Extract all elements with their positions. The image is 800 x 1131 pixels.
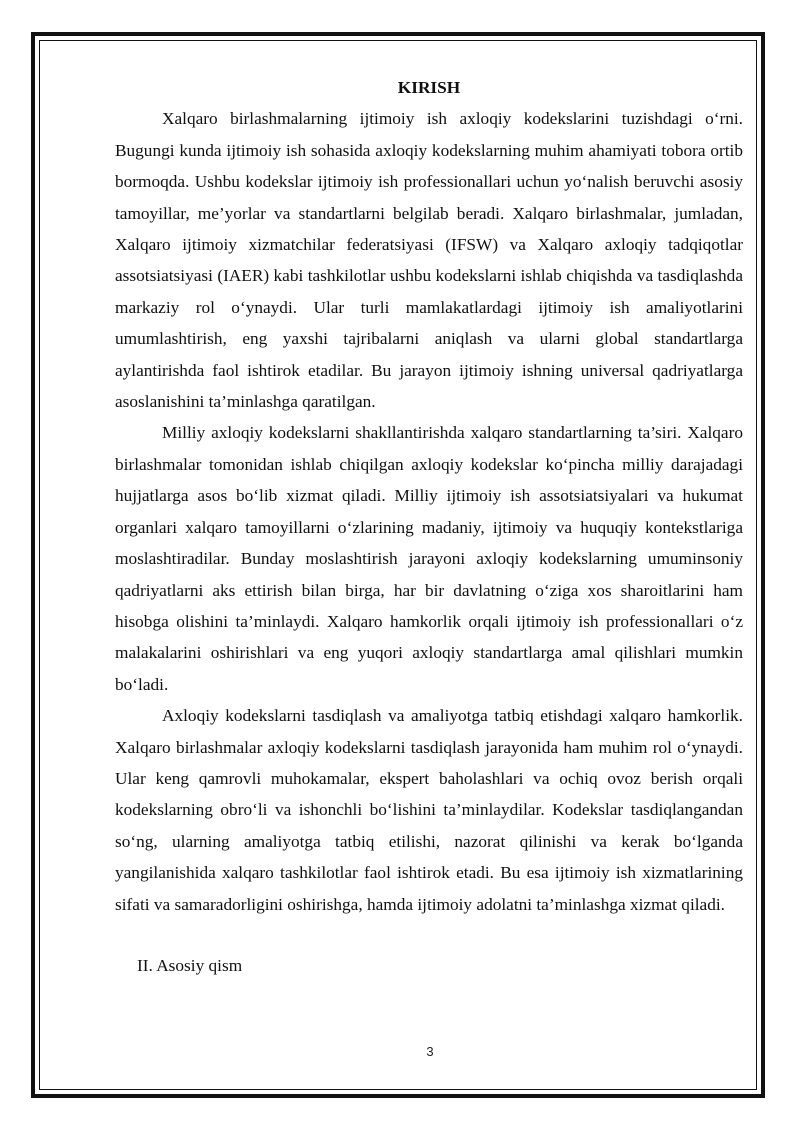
paragraph-2: Milliy axloqiy kodekslarni shakllantirishda xalqaro standartlarning ta’siri. Xalqaro birlashmalar tomonidan ishlab chiqilgan axloqiy kodekslar ko‘pincha milliy darajadagi hujjatlarga asos bo‘lib xizmat qiladi. Milliy ijtimoiy ish assotsiatsiyalari va hukumat organlari xalqaro tamoyillarni o‘zlarining madaniy, ijtimoiy va huquqiy kontekstlariga moslashtiradilar. Bunday moslashtirish jarayoni axloqiy kodekslarning umuminsoniy qadriyatlarni aks ettirish bilan birga, har bir davlatning o‘ziga xos sharoitlarini ham hisobga olishini ta’minlaydi. Xalqaro hamkorlik orqali ijtimoiy ish professionallari o‘z malakalarini oshirishlari va eng yuqori axloqiy standartlarga amal qilishlari mumkin bo‘ladi.	[115, 423, 743, 694]
section-title: II. Asosiy qism	[137, 955, 243, 975]
paragraph-3: Axloqiy kodekslarni tasdiqlash va amaliyotga tatbiq etishdagi xalqaro hamkorlik. Xalqaro birlashmalar axloqiy kodekslarni tasdiqlash jarayonida ham muhim rol o‘ynaydi. Ular keng qamrovli muhokamalar, ekspert baholashlari va ochiq ovoz berish orqali kodekslarning obro‘li va ishonchli bo‘lishini ta’minlaydilar. Kodekslar tasdiqlangandan so‘ng, ularning amaliyotga tatbiq etilishi, nazorat qilinishi va kerak bo‘lganda yangilanishida xalqaro tashkilotlar faol ishtirok etadi. Bu esa ijtimoiy ish xizmatlarining sifati va samaradorligini oshirishga, hamda ijtimoiy adolatni ta’minlashga xizmat qiladi.	[115, 706, 743, 914]
section-heading: KIRISH	[397, 78, 461, 97]
paragraph-1: Xalqaro birlashmalarning ijtimoiy ish axloqiy kodekslarini tuzishdagi o‘rni. Bugungi kunda ijtimoiy ish sohasida axloqiy kodekslarning muhim ahamiyati tobora ortib bormoqda. Ushbu kodekslar ijtimoiy ish professionallari uchun yo‘nalish beruvchi asosiy tamoyillar, me’yorlar va standartlarni belgilab beradi. Xalqaro birlashmalar, jumladan, Xalqaro ijtimoiy xizmatchilar federatsiyasi (IFSW) va Xalqaro axloqiy tadqiqotlar assotsiatsiyasi (IAER) kabi tashkilotlar ushbu kodekslarni ishlab chiqishda va tasdiqlashda markaziy rol o‘ynaydi. Ular turli mamlakatlardagi ijtimoiy ish amaliyotlarini umumlashtirish, eng yaxshi tajribalarni aniqlash va ularni global standartlarga aylantirishda faol ishtirok etadilar. Bu jarayon ijtimoiy ishning universal qadriyatlarga asoslanishini ta’minlashga qaratilgan.	[115, 109, 743, 412]
document-body	[115, 72, 743, 981]
page-number: 3	[426, 1044, 434, 1059]
